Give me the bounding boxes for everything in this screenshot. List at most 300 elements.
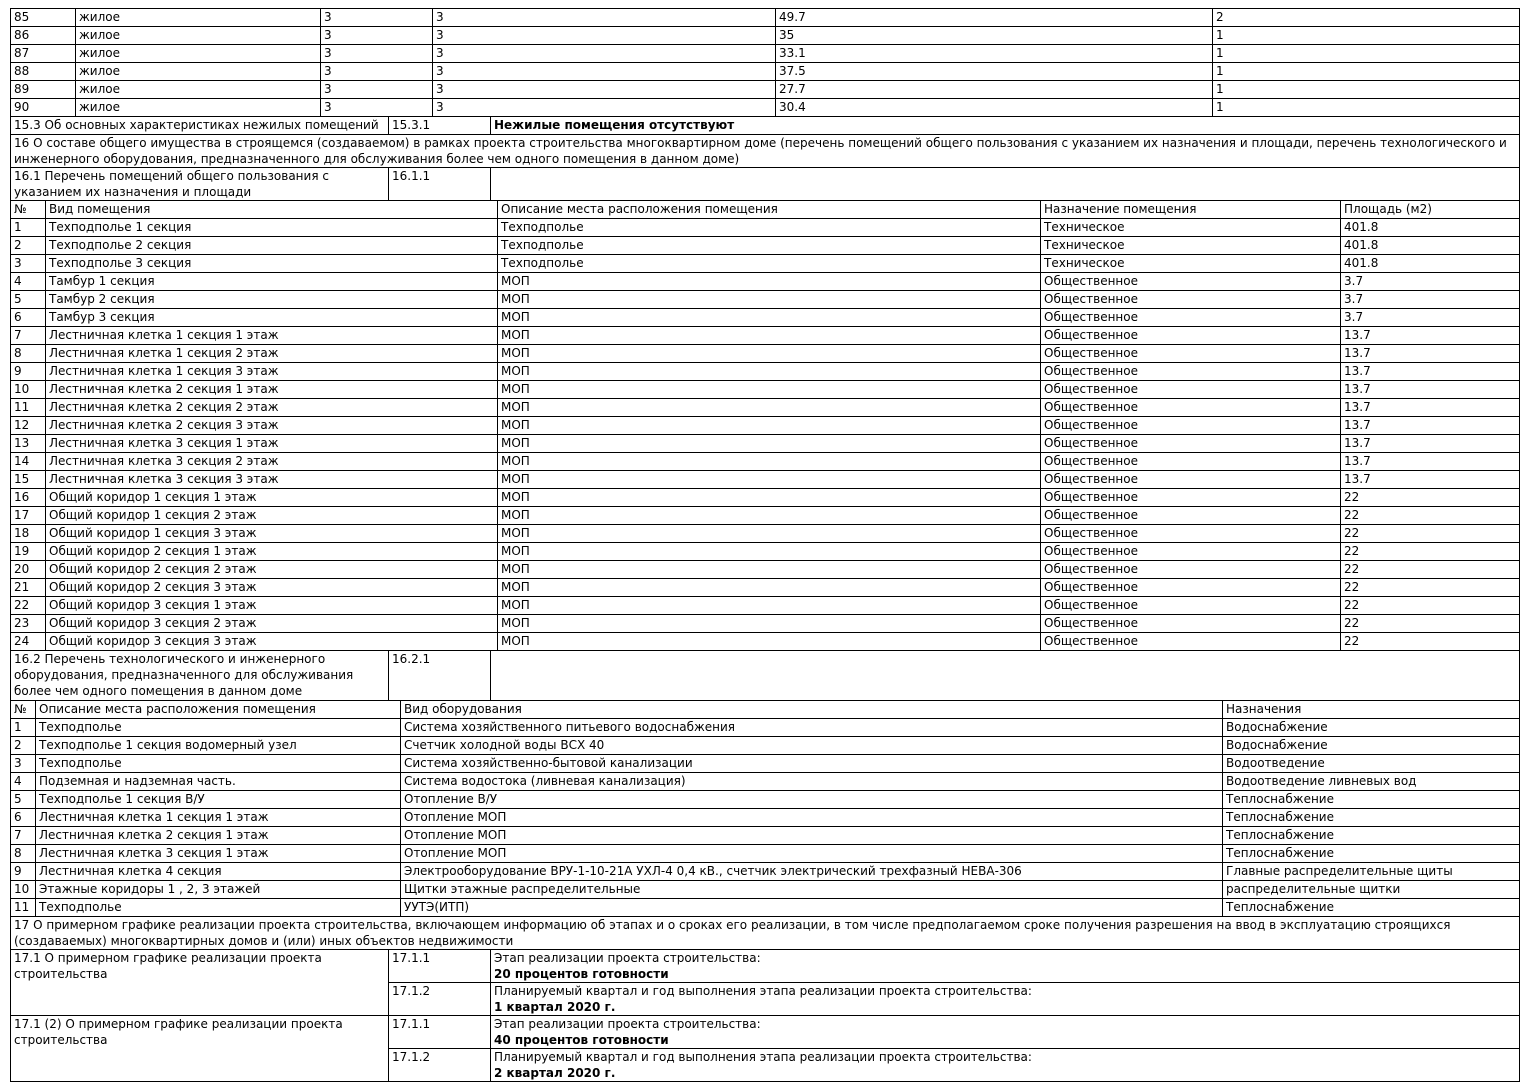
table-cell: 13.7: [1341, 327, 1520, 345]
table-cell: Общественное: [1041, 273, 1341, 291]
table-cell: Водоотведение ливневых вод: [1223, 773, 1520, 791]
table-cell: 88: [11, 63, 76, 81]
table-row: [11, 597, 1520, 615]
table-cell: МОП: [498, 489, 1041, 507]
table-row: [11, 633, 1520, 651]
section-16-header-table: [10, 134, 1520, 168]
item-code: 17.1.1: [389, 1016, 491, 1049]
table-row: [11, 237, 1520, 255]
table-cell: 19: [11, 543, 46, 561]
table-cell: 3: [433, 45, 776, 63]
table-cell: 13.7: [1341, 345, 1520, 363]
section-17-1-2-label: 17.1 (2) О примерном графике реализации проекта строительства: [11, 1016, 389, 1082]
apartments-table-body: [11, 9, 1520, 117]
table-row: [11, 453, 1520, 471]
table-cell: 3: [11, 255, 46, 273]
table-cell: Техническое: [1041, 237, 1341, 255]
table-row: [11, 1016, 1520, 1049]
table-cell: 18: [11, 525, 46, 543]
table-row: [11, 345, 1520, 363]
table-cell: МОП: [498, 291, 1041, 309]
table-cell: МОП: [498, 345, 1041, 363]
table-cell: 2: [1213, 9, 1520, 27]
table-row: [11, 845, 1520, 863]
table-cell: 22: [1341, 597, 1520, 615]
table-cell: 6: [11, 309, 46, 327]
table-cell: 5: [11, 291, 46, 309]
table-cell: 1: [1213, 45, 1520, 63]
table-cell: 89: [11, 81, 76, 99]
table-row: [11, 27, 1520, 45]
table-cell: Водоснабжение: [1223, 719, 1520, 737]
table-cell: 7: [11, 327, 46, 345]
table-cell: 8: [11, 345, 46, 363]
table-cell: УУТЭ(ИТП): [401, 899, 1223, 917]
table-cell: Щитки этажные распределительные: [401, 881, 1223, 899]
section-16-2-label: 16.2 Перечень технологического и инженерного оборудования, предназначенного для обслуживания более чем одного помещения в данном доме: [11, 651, 389, 701]
table-row: [11, 81, 1520, 99]
table-cell: 17: [11, 507, 46, 525]
table-cell: МОП: [498, 453, 1041, 471]
table-cell: Общественное: [1041, 579, 1341, 597]
table-cell: Теплоснабжение: [1223, 809, 1520, 827]
table-cell: Отопление МОП: [401, 827, 1223, 845]
table-cell: МОП: [498, 633, 1041, 651]
table-cell: Теплоснабжение: [1223, 791, 1520, 809]
table-row: [11, 755, 1520, 773]
equipment-table-rows: [11, 719, 1520, 917]
table-cell: МОП: [498, 507, 1041, 525]
table-cell: 22: [1341, 579, 1520, 597]
table-cell: Общий коридор 2 секция 3 этаж: [46, 579, 498, 597]
table-cell: Общий коридор 3 секция 2 этаж: [46, 615, 498, 633]
table-cell: Лестничная клетка 2 секция 3 этаж: [46, 417, 498, 435]
table-cell: Лестничная клетка 3 секция 1 этаж: [46, 435, 498, 453]
table-cell: Лестничная клетка 2 секция 1 этаж: [36, 827, 401, 845]
table-cell: 27.7: [776, 81, 1213, 99]
table-cell: 49.7: [776, 9, 1213, 27]
table-cell: 401.8: [1341, 237, 1520, 255]
table-cell: 3: [321, 99, 433, 117]
table-cell: Тамбур 3 секция: [46, 309, 498, 327]
table-header-row: [11, 201, 1520, 219]
value-caption: Этап реализации проекта строительства:: [494, 1017, 761, 1031]
table-cell: Отопление В/У: [401, 791, 1223, 809]
item-value-cell: [491, 1049, 1520, 1082]
section-17-1-2-table: [10, 1015, 1520, 1082]
table-cell: Общественное: [1041, 291, 1341, 309]
table-cell: МОП: [498, 327, 1041, 345]
item-code: 17.1.2: [389, 983, 491, 1016]
table-cell: 22: [1341, 543, 1520, 561]
table-cell: МОП: [498, 471, 1041, 489]
table-cell: 1: [1213, 63, 1520, 81]
table-cell: Общий коридор 2 секция 1 этаж: [46, 543, 498, 561]
table-row: [11, 135, 1520, 168]
table-cell: Лестничная клетка 3 секция 1 этаж: [36, 845, 401, 863]
table-row: [11, 881, 1520, 899]
table-cell: Общий коридор 2 секция 2 этаж: [46, 561, 498, 579]
table-cell: 15: [11, 471, 46, 489]
table-row: [11, 399, 1520, 417]
table-cell: Общественное: [1041, 543, 1341, 561]
table-row: [11, 327, 1520, 345]
table-cell: Общественное: [1041, 489, 1341, 507]
item-value-cell: [491, 950, 1520, 983]
table-row: [11, 579, 1520, 597]
table-cell: Общий коридор 3 секция 3 этаж: [46, 633, 498, 651]
table-row: [11, 950, 1520, 983]
table-cell: 3: [321, 27, 433, 45]
table-cell: Общественное: [1041, 381, 1341, 399]
table-cell: 13.7: [1341, 363, 1520, 381]
table-cell: Общий коридор 3 секция 1 этаж: [46, 597, 498, 615]
table-cell: Система хозяйственного питьевого водоснабжения: [401, 719, 1223, 737]
table-cell: 7: [11, 827, 36, 845]
table-cell: Общий коридор 1 секция 1 этаж: [46, 489, 498, 507]
section-17-header-table: [10, 916, 1520, 950]
table-cell: 24: [11, 633, 46, 651]
section-15-3-value: Нежилые помещения отсутствуют: [491, 117, 1520, 135]
table-cell: Техподполье: [498, 255, 1041, 273]
table-cell: 16: [11, 489, 46, 507]
table-cell: 1: [11, 219, 46, 237]
table-cell: 86: [11, 27, 76, 45]
table-cell: Техподполье 1 секция В/У: [36, 791, 401, 809]
table-header-row: [11, 701, 1520, 719]
table-cell: Техническое: [1041, 255, 1341, 273]
table-cell: Водоотведение: [1223, 755, 1520, 773]
section-16-2-value: [491, 651, 1520, 701]
table-cell: Техподполье 3 секция: [46, 255, 498, 273]
table-row: [11, 899, 1520, 917]
table-cell: 10: [11, 881, 36, 899]
table-cell: Главные распределительные щиты: [1223, 863, 1520, 881]
table-cell: Тамбур 1 секция: [46, 273, 498, 291]
section-16-1-value: [491, 168, 1520, 201]
table-row: [11, 63, 1520, 81]
table-cell: Лестничная клетка 3 секция 3 этаж: [46, 471, 498, 489]
table-cell: Отопление МОП: [401, 809, 1223, 827]
table-row: [11, 917, 1520, 950]
table-row: [11, 489, 1520, 507]
table-cell: распределительные щитки: [1223, 881, 1520, 899]
table-cell: 4: [11, 773, 36, 791]
table-cell: Общественное: [1041, 507, 1341, 525]
table-cell: Общественное: [1041, 309, 1341, 327]
table-row: [11, 863, 1520, 881]
common-rooms-table: [10, 200, 1520, 651]
table-cell: 37.5: [776, 63, 1213, 81]
table-row: [11, 168, 1520, 201]
common-rooms-table-rows: [11, 219, 1520, 651]
table-cell: Лестничная клетка 1 секция 1 этаж: [46, 327, 498, 345]
table-cell: Общественное: [1041, 453, 1341, 471]
table-cell: жилое: [76, 99, 321, 117]
table-cell: 401.8: [1341, 219, 1520, 237]
table-cell: Лестничная клетка 3 секция 2 этаж: [46, 453, 498, 471]
table-cell: 22: [1341, 525, 1520, 543]
table-cell: 3: [321, 9, 433, 27]
table-cell: жилое: [76, 63, 321, 81]
table-cell: 90: [11, 99, 76, 117]
table-cell: Счетчик холодной воды ВСХ 40: [401, 737, 1223, 755]
value-text: 20 процентов готовности: [494, 967, 669, 981]
table-cell: 30.4: [776, 99, 1213, 117]
section-16-header: 16 О составе общего имущества в строящемся (создаваемом) в рамках проекта строительства многоквартирном доме (перечень помещений общего пользования с указанием их назначения и площади, перечень технологического и инженерного оборудования, предназначенного для обслуживания более чем одного помещения в данном доме): [11, 135, 1520, 168]
table-cell: 33.1: [776, 45, 1213, 63]
table-cell: Лестничная клетка 1 секция 1 этаж: [36, 809, 401, 827]
table-cell: 4: [11, 273, 46, 291]
table-row: [11, 773, 1520, 791]
table-cell: Система хозяйственно-бытовой канализации: [401, 755, 1223, 773]
table-cell: Общий коридор 1 секция 3 этаж: [46, 525, 498, 543]
table-row: [11, 363, 1520, 381]
item-code: 17.1.1: [389, 950, 491, 983]
table-cell: 85: [11, 9, 76, 27]
section-16-1-code: 16.1.1: [389, 168, 491, 201]
table-row: [11, 471, 1520, 489]
table-cell: 2: [11, 737, 36, 755]
table-cell: 13.7: [1341, 453, 1520, 471]
table-cell: МОП: [498, 525, 1041, 543]
col-header-purpose: Назначения: [1223, 701, 1520, 719]
table-cell: Техподполье 2 секция: [46, 237, 498, 255]
table-row: [11, 117, 1520, 135]
table-cell: 35: [776, 27, 1213, 45]
section-17-1-label: 17.1 О примерном графике реализации проекта строительства: [11, 950, 389, 1016]
table-cell: 3: [11, 755, 36, 773]
section-16-2-code: 16.2.1: [389, 651, 491, 701]
table-cell: 3.7: [1341, 291, 1520, 309]
table-cell: Техподполье 1 секция водомерный узел: [36, 737, 401, 755]
table-cell: Лестничная клетка 2 секция 1 этаж: [46, 381, 498, 399]
table-cell: МОП: [498, 543, 1041, 561]
value-text: 1 квартал 2020 г.: [494, 1000, 616, 1014]
table-cell: 3: [433, 99, 776, 117]
table-cell: 13.7: [1341, 471, 1520, 489]
table-row: [11, 543, 1520, 561]
item-value-cell: [491, 1016, 1520, 1049]
table-row: [11, 45, 1520, 63]
table-cell: Общественное: [1041, 633, 1341, 651]
table-cell: 13.7: [1341, 417, 1520, 435]
table-cell: 5: [11, 791, 36, 809]
table-cell: 6: [11, 809, 36, 827]
table-cell: 13.7: [1341, 399, 1520, 417]
table-cell: Общественное: [1041, 471, 1341, 489]
col-header-room-type: Вид помещения: [46, 201, 498, 219]
table-cell: Общественное: [1041, 345, 1341, 363]
table-cell: Общественное: [1041, 435, 1341, 453]
common-rooms-table-body: [11, 201, 1520, 219]
table-cell: 3: [433, 63, 776, 81]
section-16-2-table: [10, 650, 1520, 701]
section-15-3-code: 15.3.1: [389, 117, 491, 135]
table-cell: жилое: [76, 9, 321, 27]
table-row: [11, 507, 1520, 525]
table-cell: Лестничная клетка 2 секция 2 этаж: [46, 399, 498, 417]
table-cell: жилое: [76, 27, 321, 45]
table-cell: 22: [11, 597, 46, 615]
table-cell: 1: [1213, 81, 1520, 99]
table-row: [11, 827, 1520, 845]
table-cell: Электрооборудование ВРУ-1-10-21А УХЛ-4 0,4 кВ., счетчик электрический трехфазный НЕВА-306: [401, 863, 1223, 881]
table-row: [11, 561, 1520, 579]
table-cell: 10: [11, 381, 46, 399]
table-cell: Лестничная клетка 1 секция 3 этаж: [46, 363, 498, 381]
table-cell: 9: [11, 863, 36, 881]
table-cell: 13.7: [1341, 381, 1520, 399]
table-cell: Общественное: [1041, 597, 1341, 615]
table-row: [11, 737, 1520, 755]
table-row: [11, 719, 1520, 737]
table-cell: 8: [11, 845, 36, 863]
table-cell: МОП: [498, 417, 1041, 435]
table-cell: 3.7: [1341, 309, 1520, 327]
table-cell: Техподполье: [498, 237, 1041, 255]
table-cell: 22: [1341, 507, 1520, 525]
table-cell: 3: [433, 9, 776, 27]
table-cell: 87: [11, 45, 76, 63]
value-caption: Планируемый квартал и год выполнения этапа реализации проекта строительства:: [494, 1050, 1032, 1064]
table-row: [11, 9, 1520, 27]
col-header-area: Площадь (м2): [1341, 201, 1520, 219]
table-cell: жилое: [76, 81, 321, 99]
section-17-header: 17 О примерном графике реализации проекта строительства, включающем информацию об этапах и о сроках его реализации, в том числе предполагаемом сроке получения разрешения на ввод в эксплуатацию строящихся (создаваемых) многоквартирных домов и (или) иных объектов недвижимости: [11, 917, 1520, 950]
table-row: [11, 309, 1520, 327]
table-cell: 3: [321, 63, 433, 81]
table-cell: Водоснабжение: [1223, 737, 1520, 755]
equipment-table: [10, 700, 1520, 917]
table-row: [11, 615, 1520, 633]
col-header-number: №: [11, 201, 46, 219]
table-cell: 2: [11, 237, 46, 255]
apartments-table: [10, 8, 1520, 117]
table-cell: Общественное: [1041, 399, 1341, 417]
table-cell: 3: [321, 81, 433, 99]
table-row: [11, 381, 1520, 399]
col-header-equipment-type: Вид оборудования: [401, 701, 1223, 719]
table-row: [11, 99, 1520, 117]
table-cell: 20: [11, 561, 46, 579]
table-row: [11, 291, 1520, 309]
table-cell: 21: [11, 579, 46, 597]
table-cell: 12: [11, 417, 46, 435]
table-row: [11, 417, 1520, 435]
table-row: [11, 255, 1520, 273]
col-header-number: №: [11, 701, 36, 719]
table-cell: Техническое: [1041, 219, 1341, 237]
table-cell: 3: [433, 81, 776, 99]
table-cell: Отопление МОП: [401, 845, 1223, 863]
section-15-3-label: 15.3 Об основных характеристиках нежилых помещений: [11, 117, 389, 135]
table-cell: Теплоснабжение: [1223, 899, 1520, 917]
section-16-1-table: [10, 167, 1520, 201]
table-cell: 1: [1213, 27, 1520, 45]
table-row: [11, 435, 1520, 453]
table-cell: Общественное: [1041, 615, 1341, 633]
table-cell: 1: [1213, 99, 1520, 117]
table-cell: Лестничная клетка 1 секция 2 этаж: [46, 345, 498, 363]
table-row: [11, 791, 1520, 809]
table-cell: Общественное: [1041, 363, 1341, 381]
table-cell: МОП: [498, 399, 1041, 417]
table-cell: 23: [11, 615, 46, 633]
table-cell: Общественное: [1041, 561, 1341, 579]
table-cell: Тамбур 2 секция: [46, 291, 498, 309]
table-cell: Теплоснабжение: [1223, 845, 1520, 863]
table-cell: 22: [1341, 489, 1520, 507]
value-text: 40 процентов готовности: [494, 1033, 669, 1047]
table-cell: МОП: [498, 381, 1041, 399]
table-row: [11, 651, 1520, 701]
table-cell: 14: [11, 453, 46, 471]
table-cell: МОП: [498, 615, 1041, 633]
section-17-1-table: [10, 949, 1520, 1016]
table-cell: Техподполье: [36, 755, 401, 773]
table-cell: 13.7: [1341, 435, 1520, 453]
table-cell: МОП: [498, 561, 1041, 579]
table-cell: 13: [11, 435, 46, 453]
table-cell: 11: [11, 399, 46, 417]
table-cell: Подземная и надземная часть.: [36, 773, 401, 791]
table-cell: Техподполье: [36, 719, 401, 737]
table-row: [11, 219, 1520, 237]
value-caption: Этап реализации проекта строительства:: [494, 951, 761, 965]
table-cell: Общий коридор 1 секция 2 этаж: [46, 507, 498, 525]
table-row: [11, 809, 1520, 827]
value-text: 2 квартал 2020 г.: [494, 1066, 616, 1080]
table-cell: Техподполье: [498, 219, 1041, 237]
table-cell: МОП: [498, 435, 1041, 453]
item-code: 17.1.2: [389, 1049, 491, 1082]
table-cell: Техподполье: [36, 899, 401, 917]
table-cell: МОП: [498, 597, 1041, 615]
table-cell: Общественное: [1041, 525, 1341, 543]
table-cell: Общественное: [1041, 327, 1341, 345]
col-header-location: Описание места расположения помещения: [498, 201, 1041, 219]
table-cell: 22: [1341, 615, 1520, 633]
table-cell: МОП: [498, 309, 1041, 327]
equipment-table-body: [11, 701, 1520, 719]
table-cell: Этажные коридоры 1 , 2, 3 этажей: [36, 881, 401, 899]
table-cell: жилое: [76, 45, 321, 63]
table-cell: 3: [321, 45, 433, 63]
table-cell: 9: [11, 363, 46, 381]
table-cell: МОП: [498, 579, 1041, 597]
table-cell: Система водостока (ливневая канализация): [401, 773, 1223, 791]
table-cell: Лестничная клетка 4 секция: [36, 863, 401, 881]
table-cell: МОП: [498, 363, 1041, 381]
col-header-purpose: Назначение помещения: [1041, 201, 1341, 219]
table-cell: Техподполье 1 секция: [46, 219, 498, 237]
section-15-3-table: [10, 116, 1520, 135]
table-row: [11, 273, 1520, 291]
table-cell: Общественное: [1041, 417, 1341, 435]
table-cell: 11: [11, 899, 36, 917]
section-16-1-label: 16.1 Перечень помещений общего пользования с указанием их назначения и площади: [11, 168, 389, 201]
table-cell: Теплоснабжение: [1223, 827, 1520, 845]
table-cell: 401.8: [1341, 255, 1520, 273]
col-header-location: Описание места расположения помещения: [36, 701, 401, 719]
table-cell: 3.7: [1341, 273, 1520, 291]
item-value-cell: [491, 983, 1520, 1016]
table-row: [11, 525, 1520, 543]
table-cell: МОП: [498, 273, 1041, 291]
value-caption: Планируемый квартал и год выполнения этапа реализации проекта строительства:: [494, 984, 1032, 998]
table-cell: 22: [1341, 633, 1520, 651]
